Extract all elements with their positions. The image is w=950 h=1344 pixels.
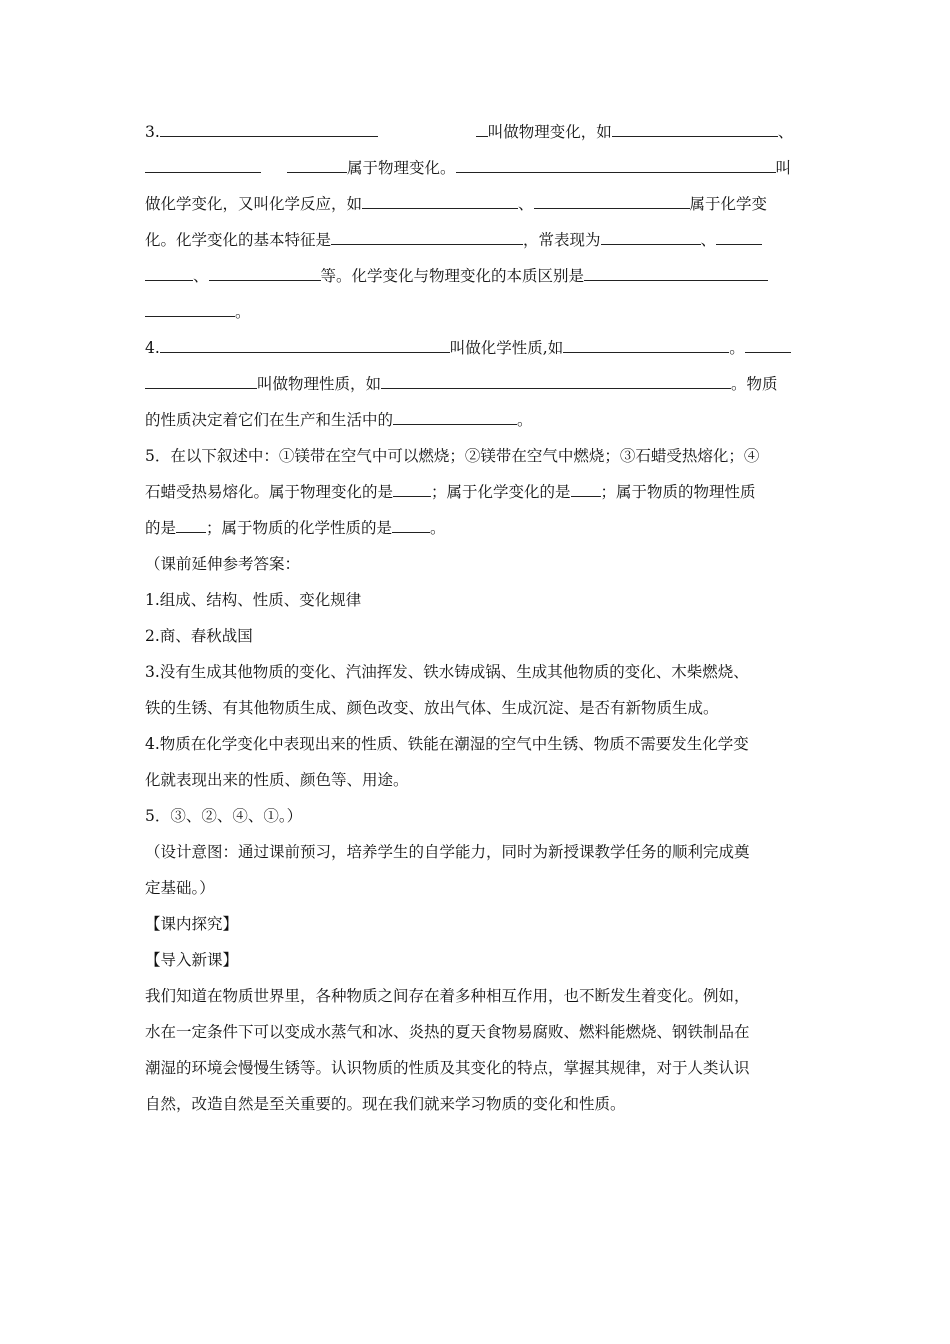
q3-blank-chemical-change-def[interactable]: [456, 157, 776, 173]
q3-line-5: [145, 264, 810, 288]
q5-text-period: 。: [430, 519, 446, 537]
q3-blank-chemical-example-2[interactable]: [534, 193, 690, 209]
answer-4-line-2: 化就表现出来的性质、颜色等、用途。: [145, 771, 409, 789]
q3-blank-physical-change-def-tail[interactable]: [476, 121, 488, 137]
answer-3-line-1: 3.没有生成其他物质的变化、汽油挥发、铁水铸成锅、生成其他物质的变化、木柴燃烧、: [145, 663, 749, 681]
q4-text-period-2: 。: [517, 411, 533, 429]
q3-text-basic-feature: 化。化学变化的基本特征是: [145, 231, 332, 249]
q4-text-substance: 。物质: [731, 375, 778, 393]
q3-line-6: [145, 300, 810, 324]
q5-blank-physical-property[interactable]: [176, 517, 206, 533]
section-heading-intro: 【导入新课】: [145, 951, 239, 969]
document-page: [145, 120, 810, 1128]
answers-header: （课前延伸参考答案：: [145, 555, 301, 573]
q3-text-shown-as: ，常表现为: [523, 231, 601, 249]
q3-blank-physical-example-1[interactable]: [612, 121, 778, 137]
q4-blank-physical-property-def-a[interactable]: [745, 337, 791, 353]
q3-line-4: [145, 228, 810, 252]
answer-4-line-1: 4.物质在化学变化中表现出来的性质、铁能在潮湿的空气中生锈、物质不需要发生化学变: [145, 735, 749, 753]
q3-text-sep-3: 、: [700, 231, 717, 249]
q3-blank-phenomenon-1[interactable]: [601, 229, 701, 245]
q4-text-chemical-property: 叫做化学性质,如: [449, 339, 564, 357]
q3-blank-physical-example-3[interactable]: [287, 157, 347, 173]
q5-line-1: 5．在以下叙述中：①镁带在空气中可以燃烧；②镁带在空气中燃烧；③石蜡受热熔化；④: [145, 447, 760, 465]
q3-text-chemical-change: 做化学变化，又叫化学反应，如: [145, 195, 363, 213]
q5-text-physical-property: ；属于物质的物理性质: [600, 483, 756, 501]
q3-text-sep: 、: [777, 123, 794, 141]
q3-text-belongs-chemical: 属于化学变: [689, 195, 768, 213]
q5-text-chemical-change: ；属于化学变化的是: [431, 483, 571, 501]
answer-3-line-2: 铁的生锈、有其他物质生成、颜色改变、放出气体、生成沉淀、是否有新物质生成。: [145, 699, 719, 717]
design-intent-line-1: （设计意图：通过课前预习，培养学生的自学能力，同时为新授课教学任务的顺利完成奠: [145, 843, 750, 861]
q4-line-1: [145, 336, 810, 360]
section-heading-in-class: 【课内探究】: [145, 915, 239, 933]
q3-blank-phenomenon-3[interactable]: [209, 265, 321, 281]
q5-line-2: [145, 480, 810, 504]
q3-text-jiao: 叫: [775, 159, 792, 177]
q5-blank-chemical-property[interactable]: [392, 517, 430, 533]
q3-blank-phenomenon-2a[interactable]: [716, 229, 762, 245]
intro-line-2: 水在一定条件下可以变成水蒸气和冰、炎热的夏天食物易腐败、燃料能燃烧、钢铁制品在: [145, 1023, 750, 1041]
q4-text-determines: 的性质决定着它们在生产和生活中的: [145, 411, 394, 429]
q4-blank-use[interactable]: [393, 409, 517, 425]
q3-blank-chemical-example-1[interactable]: [362, 193, 518, 209]
q3-text-sep-4: 、: [193, 267, 209, 285]
q3-text-period: 。: [235, 303, 251, 321]
q5-blank-physical-change[interactable]: [393, 481, 431, 497]
intro-line-4: 自然，改造自然是至关重要的。现在我们就来学习物质的变化和性质。: [145, 1095, 626, 1113]
q4-blank-chemical-property-example[interactable]: [563, 337, 729, 353]
q3-blank-basic-feature[interactable]: [331, 229, 523, 245]
intro-line-3: 潮湿的环境会慢慢生锈等。认识物质的性质及其变化的特点，掌握其规律，对于人类认识: [145, 1059, 750, 1077]
q3-text-sep-2: 、: [518, 195, 534, 213]
q4-text-physical-property: 叫做物理性质，如: [257, 375, 382, 393]
q4-line-3: [145, 408, 810, 432]
q5-line-3: [145, 516, 810, 540]
q3-line-2: [145, 156, 810, 180]
q3-blank-essential-difference-b[interactable]: [145, 301, 235, 317]
intro-line-1: 我们知道在物质世界里，各种物质之间存在着多种相互作用，也不断发生着变化。例如，: [145, 987, 750, 1005]
q3-blank-phenomenon-2b[interactable]: [145, 265, 193, 281]
q5-text-physical-change: 石蜡受热易熔化。属于物理变化的是: [145, 483, 394, 501]
q4-blank-chemical-property-def[interactable]: [160, 337, 450, 353]
q3-text-essential-difference: 等。化学变化与物理变化的本质区别是: [320, 267, 585, 285]
answer-1: 1.组成、结构、性质、变化规律: [145, 591, 362, 609]
q5-text-chemical-property: ；属于物质的化学性质的是: [206, 519, 393, 537]
q3-text-belongs-physical: 属于物理变化。: [347, 159, 456, 177]
answer-5: 5．③、②、④、①。）: [145, 807, 303, 825]
q5-blank-chemical-change[interactable]: [571, 481, 601, 497]
q4-line-2: [145, 372, 810, 396]
q3-line-3: [145, 192, 810, 216]
q3-text-physical-change: 叫做物理变化，如: [487, 123, 612, 141]
q3-line-1: [145, 120, 810, 144]
q5-text-is: 的是: [145, 519, 177, 537]
q3-number: 3.: [145, 123, 160, 141]
q4-blank-physical-property-example[interactable]: [381, 373, 731, 389]
answer-2: 2.商、春秋战国: [145, 627, 253, 645]
q4-blank-physical-property-def-b[interactable]: [145, 373, 257, 389]
q3-blank-physical-change-def[interactable]: [160, 121, 378, 137]
q4-number: 4.: [145, 339, 160, 357]
q3-blank-essential-difference-a[interactable]: [584, 265, 768, 281]
q4-text-period: 。: [729, 339, 745, 357]
q3-blank-physical-example-2[interactable]: [145, 157, 261, 173]
design-intent-line-2: 定基础。）: [145, 879, 215, 897]
